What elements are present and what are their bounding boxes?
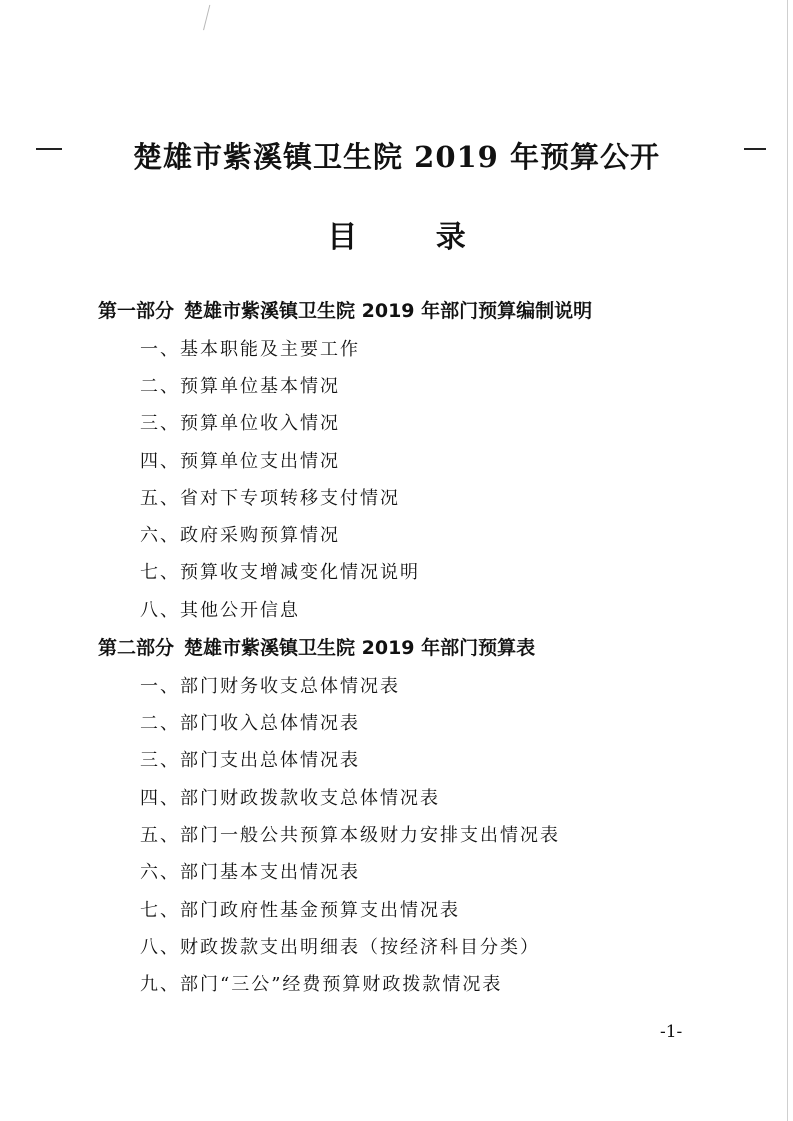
toc-item: 六、政府采购预算情况 xyxy=(140,525,340,546)
toc-item: 二、部门收入总体情况表 xyxy=(140,713,360,734)
toc-item: 三、部门支出总体情况表 xyxy=(140,750,360,771)
toc-item: 八、其他公开信息 xyxy=(140,600,300,621)
toc-item: 四、预算单位支出情况 xyxy=(140,451,340,472)
toc-item: 五、省对下专项转移支付情况 xyxy=(140,488,400,509)
toc-item: 三、预算单位收入情况 xyxy=(140,413,340,434)
part-2-heading xyxy=(98,633,535,660)
toc-item: 九、部门“三公”经费预算财政拨款情况表 xyxy=(140,974,503,995)
part-label: 第一部分 xyxy=(98,300,175,322)
toc-item: 五、部门一般公共预算本级财力安排支出情况表 xyxy=(140,825,560,846)
part-1-heading xyxy=(98,296,592,323)
toc-item: 八、财政拨款支出明细表（按经济科目分类） xyxy=(140,937,540,958)
scan-artifact-mark xyxy=(203,5,222,33)
part-title: 楚雄市紫溪镇卫生院 2019 年部门预算表 xyxy=(184,637,536,659)
toc-item: 四、部门财政拨款收支总体情况表 xyxy=(140,788,440,809)
part-label: 第二部分 xyxy=(98,637,175,659)
toc-item: 一、基本职能及主要工作 xyxy=(140,339,360,360)
document-title: 楚雄市紫溪镇卫生院 2019 年预算公开 xyxy=(133,140,660,174)
page-number: -1- xyxy=(660,1022,683,1042)
toc-item: 七、部门政府性基金预算支出情况表 xyxy=(140,900,460,921)
toc-item: 二、预算单位基本情况 xyxy=(140,376,340,397)
toc-item: 一、部门财务收支总体情况表 xyxy=(140,676,400,697)
toc-item: 七、预算收支增减变化情况说明 xyxy=(140,562,420,583)
toc-heading: 目 录 xyxy=(327,220,500,255)
part-title: 楚雄市紫溪镇卫生院 2019 年部门预算编制说明 xyxy=(184,300,593,322)
toc-item: 六、部门基本支出情况表 xyxy=(140,862,360,883)
